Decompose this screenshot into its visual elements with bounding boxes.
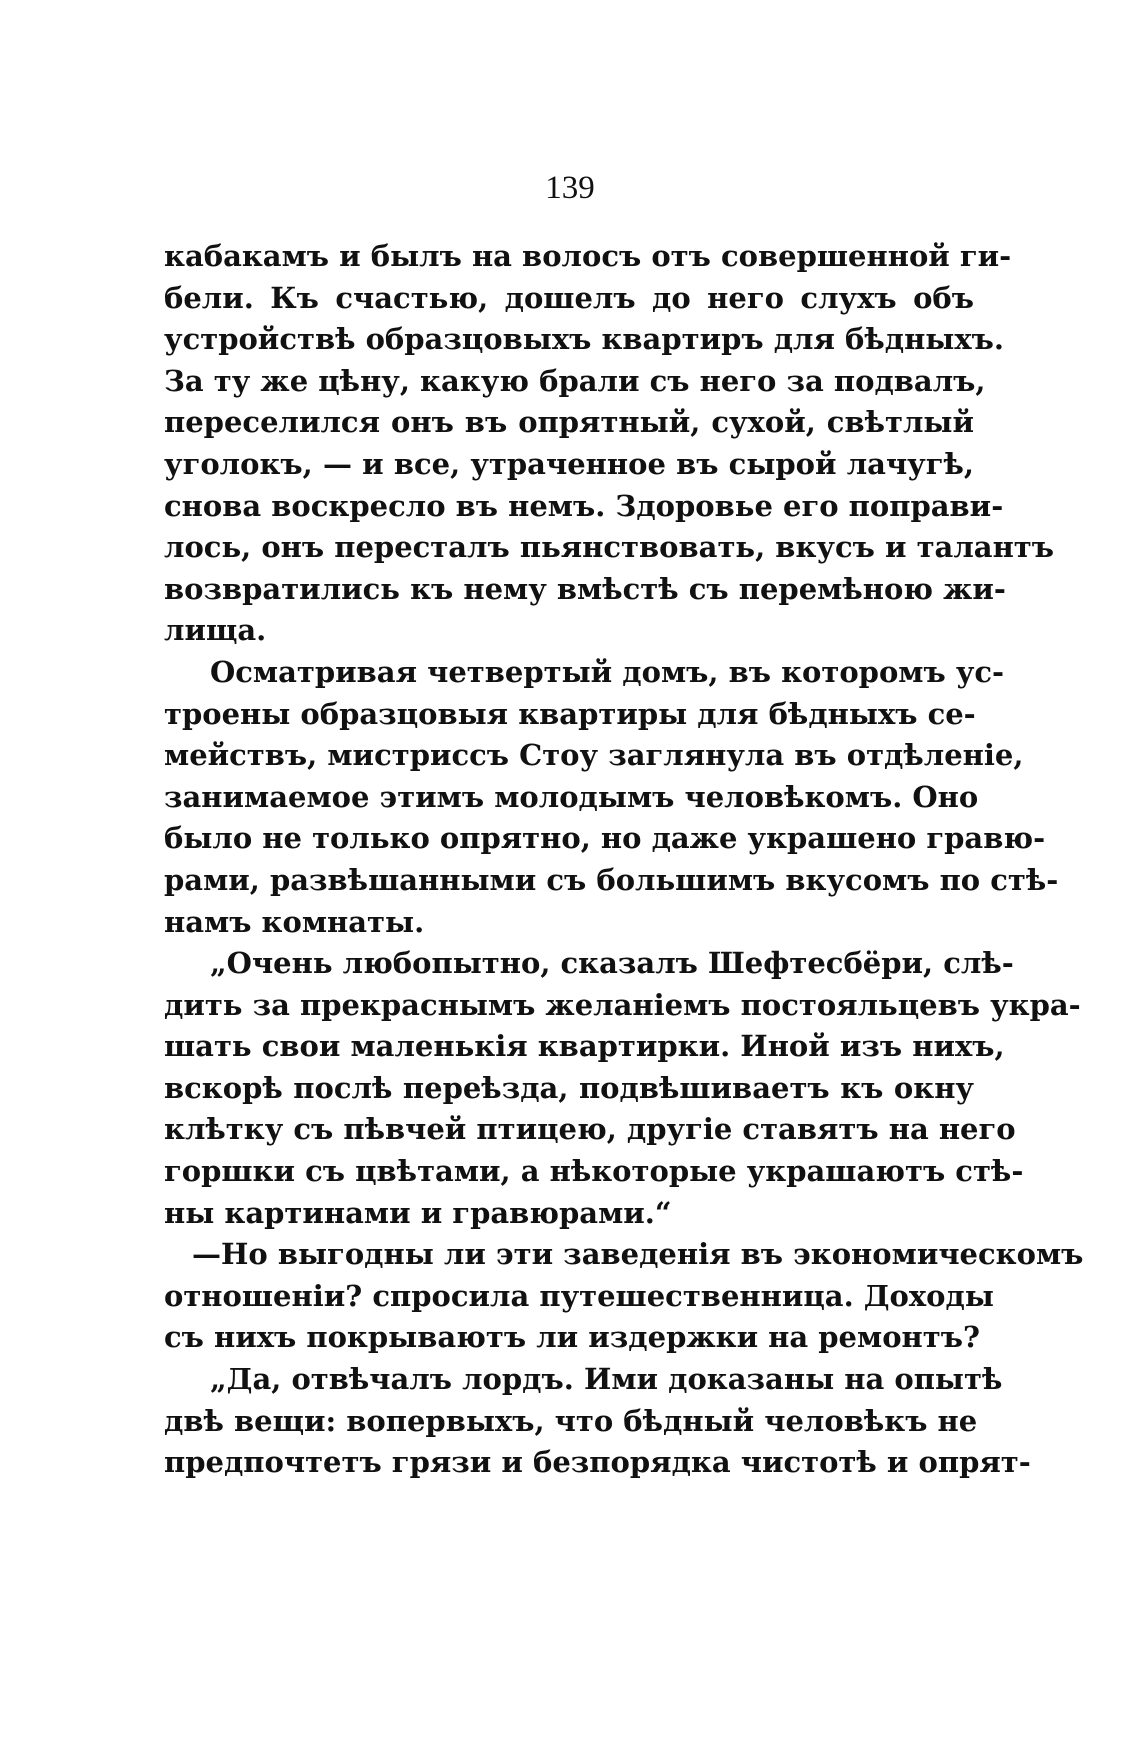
text-line: „Да, отвѣчалъ лордъ. Ими доказаны на опытѣ: [210, 1362, 1003, 1397]
text-line: горшки съ цвѣтами, а нѣкоторые украшаютъ стѣ-: [164, 1154, 1024, 1189]
text-line: лища.: [164, 613, 267, 648]
text-line: двѣ вещи: вопервыхъ, что бѣдный человѣкъ не: [164, 1403, 978, 1438]
page-number: 139: [545, 170, 595, 206]
text-line: троены образцовыя квартиры для бѣдныхъ се-: [164, 696, 976, 731]
text-line: бели. Къ счастью, дошелъ до него слухъ объ: [164, 280, 974, 315]
text-line: отношеніи? спросила путешественница. Доходы: [164, 1278, 994, 1313]
text-line: возвратились къ нему вмѣстѣ съ перемѣною жи-: [164, 571, 1006, 606]
text-line: переселился онъ въ опрятный, сухой, свѣтлый: [164, 405, 974, 440]
text-line: устройствѣ образцовыхъ квартиръ для бѣдныхъ.: [164, 322, 1005, 357]
text-line: лось, онъ пересталъ пьянствовать, вкусъ и талантъ: [164, 530, 1055, 565]
text-line: „Очень любопытно, сказалъ Шефтесбёри, слѣ-: [210, 946, 1014, 981]
body-text: [164, 236, 1084, 1484]
text-line: снова воскресло въ немъ. Здоровье его поправи-: [164, 488, 1004, 523]
text-line: мействъ, мистриссъ Стоу заглянула въ отдѣленіе,: [164, 738, 1024, 773]
text-line: рами, развѣшанными съ большимъ вкусомъ по стѣ-: [164, 862, 1059, 897]
text-line: клѣтку съ пѣвчей птицею, другіе ставятъ на него: [164, 1112, 1016, 1147]
text-line: предпочтетъ грязи и безпорядка чистотѣ и опрят-: [164, 1445, 1031, 1480]
text-line: За ту же цѣну, какую брали съ него за подвалъ,: [164, 363, 986, 398]
text-line: вскорѣ послѣ переѣзда, подвѣшиваетъ къ окну: [164, 1070, 974, 1105]
text-line: намъ комнаты.: [164, 904, 425, 939]
text-line: ны картинами и гравюрами.“: [164, 1195, 672, 1230]
text-line: съ нихъ покрываютъ ли издержки на ремонтъ?: [164, 1320, 980, 1355]
text-line: было не только опрятно, но даже украшено гравю-: [164, 821, 1046, 856]
text-line: Осматривая четвертый домъ, въ которомъ ус-: [210, 654, 1005, 689]
text-line: кабакамъ и былъ на волосъ отъ совершенной ги-: [164, 239, 1012, 273]
text-line: дить за прекраснымъ желаніемъ постояльцевъ укра-: [164, 987, 1081, 1022]
text-line: занимаемое этимъ молодымъ человѣкомъ. Оно: [164, 779, 979, 814]
text-line: —Но выгодны ли эти заведенія въ экономическомъ: [192, 1237, 1084, 1272]
text-line: уголокъ, — и все, утраченное въ сырой лачугѣ,: [164, 446, 974, 481]
text-line: шать свои маленькія квартирки. Иной изъ нихъ,: [164, 1029, 1005, 1064]
